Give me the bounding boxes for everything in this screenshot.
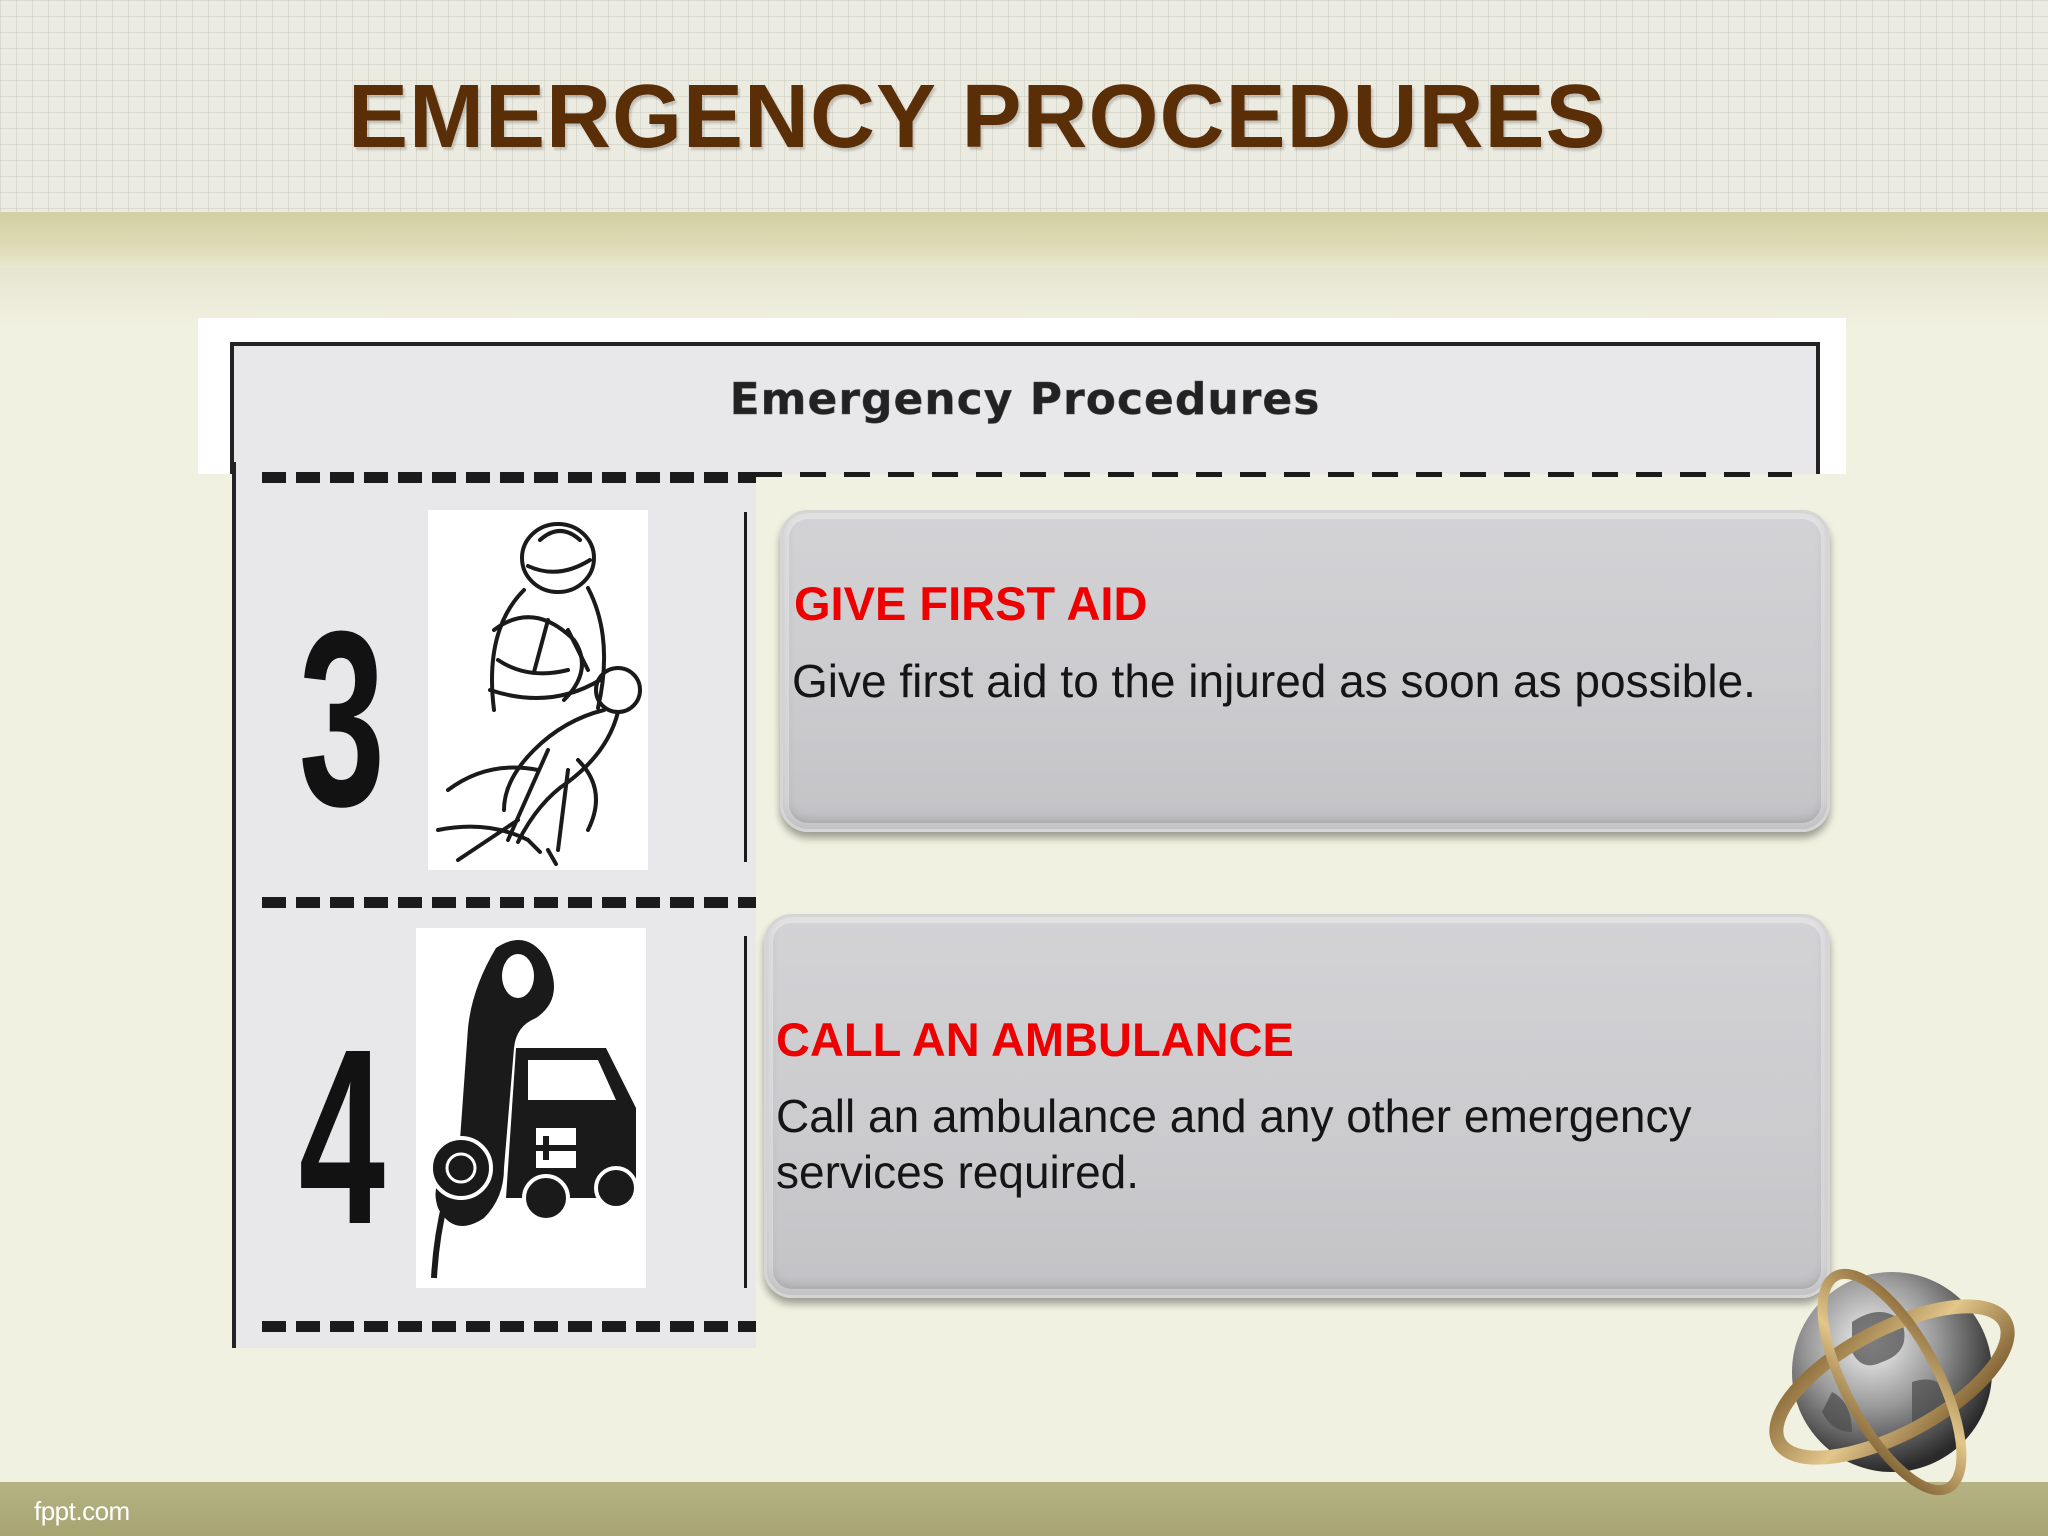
ambulance-heading: CALL AN AMBULANCE xyxy=(776,1013,1294,1066)
step-number-4: 4 xyxy=(298,997,386,1276)
ambulance-text: Call an ambulance and any other emergency services required. xyxy=(776,1090,1692,1198)
globe-icon xyxy=(1742,1232,2032,1522)
first-aid-text: Give first aid to the injured as soon as possible. xyxy=(792,655,1756,707)
card-title-box xyxy=(230,342,1820,474)
step-3-separator xyxy=(744,512,747,862)
step-4-separator xyxy=(744,936,747,1288)
first-aid-illustration xyxy=(428,510,648,870)
slide-title: EMERGENCY PROCEDURES xyxy=(348,67,1607,167)
divider-bottom xyxy=(262,1321,756,1332)
divider-middle xyxy=(262,897,756,908)
divider-top-right xyxy=(756,472,1792,477)
first-aid-heading: GIVE FIRST AID xyxy=(794,577,1148,630)
header-stripe xyxy=(0,212,2048,268)
footer-brand: fppt.com xyxy=(34,1496,130,1526)
footer-bar xyxy=(0,1482,2048,1536)
divider-top xyxy=(262,472,756,483)
telephone-ambulance-illustration xyxy=(416,928,646,1288)
step-number-3: 3 xyxy=(298,579,386,858)
card-title: Emergency Procedures xyxy=(729,374,1321,425)
